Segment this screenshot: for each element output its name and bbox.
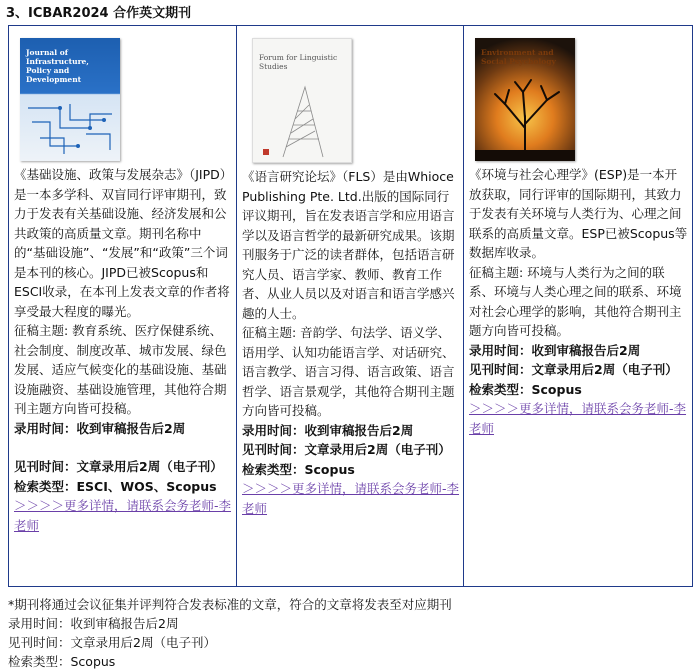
circuit-graphic (20, 38, 120, 161)
section-title: 3、ICBAR2024 合作英文期刊 (6, 6, 192, 21)
jipd-topics: 征稿主题: 教育系统、医疗保健系统、社会制度、制度改革、城市发展、绿色发展、适应气候变化的基础设施、基础设施融资、基础设施管理，其他符合期刊主题方向皆可投稿。 (14, 323, 227, 416)
esp-acceptance-time: 录用时间：收到审稿报告后2周 (469, 342, 641, 358)
fls-index-type: 检索类型：Scopus (242, 461, 355, 477)
jipd-cover-image (20, 38, 120, 161)
footer-publication-time: 见刊时间：文章录用后2周（电子刊） (8, 635, 216, 650)
journal-cell-fls (237, 26, 464, 587)
fls-more-details-link[interactable]: ＞＞＞＞更多详情，请联系会务老师-李老师 (242, 481, 460, 516)
esp-publication-time: 见刊时间：文章录用后2周（电子刊） (469, 362, 678, 377)
tower-graphic (253, 39, 351, 162)
journal-cell-jipd (9, 26, 237, 587)
fls-acceptance-time: 录用时间：收到审稿报告后2周 (242, 422, 414, 438)
jipd-acceptance-time: 录用时间：收到审稿报告后2周 (14, 420, 186, 436)
journal-table (8, 25, 693, 587)
footer-notes (8, 595, 452, 671)
cover-title: Environment and Social Psychology (481, 48, 556, 66)
jipd-publication-time: 见刊时间：文章录用后2周（电子刊） (14, 459, 223, 474)
cover-title: Journal of Infrastructure, Policy and Development (26, 48, 89, 84)
fls-description: 《语言研究论坛》（FLS）是由Whioce Publishing Pte. Ltd.出版的国际同行评议期刊，旨在发表语言学和应用语言学以及语言哲学的最新研究成果。该期刊服务于广泛的读者群体，包括语言研究人员、语言学家、教师、教育工作者、从业人员以及对语言和语言学感兴趣的人士。 (242, 169, 455, 321)
esp-index-type: 检索类型：Scopus (469, 381, 582, 397)
fls-cover-image (252, 38, 352, 163)
footer-note: *期刊将通过会议征集并评判符合发表标准的文章，符合的文章将发表至对应期刊 (8, 597, 452, 612)
footer-acceptance-time: 录用时间：收到审稿报告后2周 (8, 616, 179, 631)
fls-publication-time: 见刊时间：文章录用后2周（电子刊） (242, 442, 451, 457)
jipd-description: 《基础设施、政策与发展杂志》（JIPD）是一本多学科、双盲同行评审期刊，致力于发表有关基础设施、经济发展和公共政策的高质量文章。期刊名称中的“基础设施”、“发展”和“政策”三个词是本刊的核心。JIPD已被Scopus和ESCI收录，在本刊上发表文章的作者将享受最大程度的曝光。 (14, 167, 230, 319)
jipd-more-details-link[interactable]: ＞＞＞＞更多详情，请联系会务老师-李老师 (14, 498, 232, 533)
esp-more-details-link[interactable]: ＞＞＞＞更多详情，请联系会务老师-李老师 (469, 401, 687, 436)
footer-index-type: 检索类型：Scopus (8, 654, 116, 669)
cover-title: Forum for Linguistic Studies (259, 53, 338, 71)
tree-silhouette-graphic (475, 38, 575, 161)
fls-topics: 征稿主题: 音韵学、句法学、语义学、语用学、认知功能语言学、对话研究、语言教学、语言习得、语言政策、语言哲学、语言景观学，其他符合期刊主题方向皆可投稿。 (242, 325, 455, 418)
esp-description: 《环境与社会心理学》(ESP)是一本开放获取，同行评审的国际期刊，其致力于发表有关环境与人类行为、心理之间联系的高质量文章。ESP已被Scopus等数据库收录。 (469, 167, 688, 260)
jipd-index-type: 检索类型：ESCI、WOS、Scopus (14, 478, 217, 494)
esp-topics: 征稿主题: 环境与人类行为之间的联系、环境与人类心理之间的联系、环境对社会心理学的影响，其他符合期刊主题方向皆可投稿。 (469, 264, 682, 338)
journal-cell-esp (464, 26, 693, 587)
esp-cover-image (475, 38, 575, 161)
